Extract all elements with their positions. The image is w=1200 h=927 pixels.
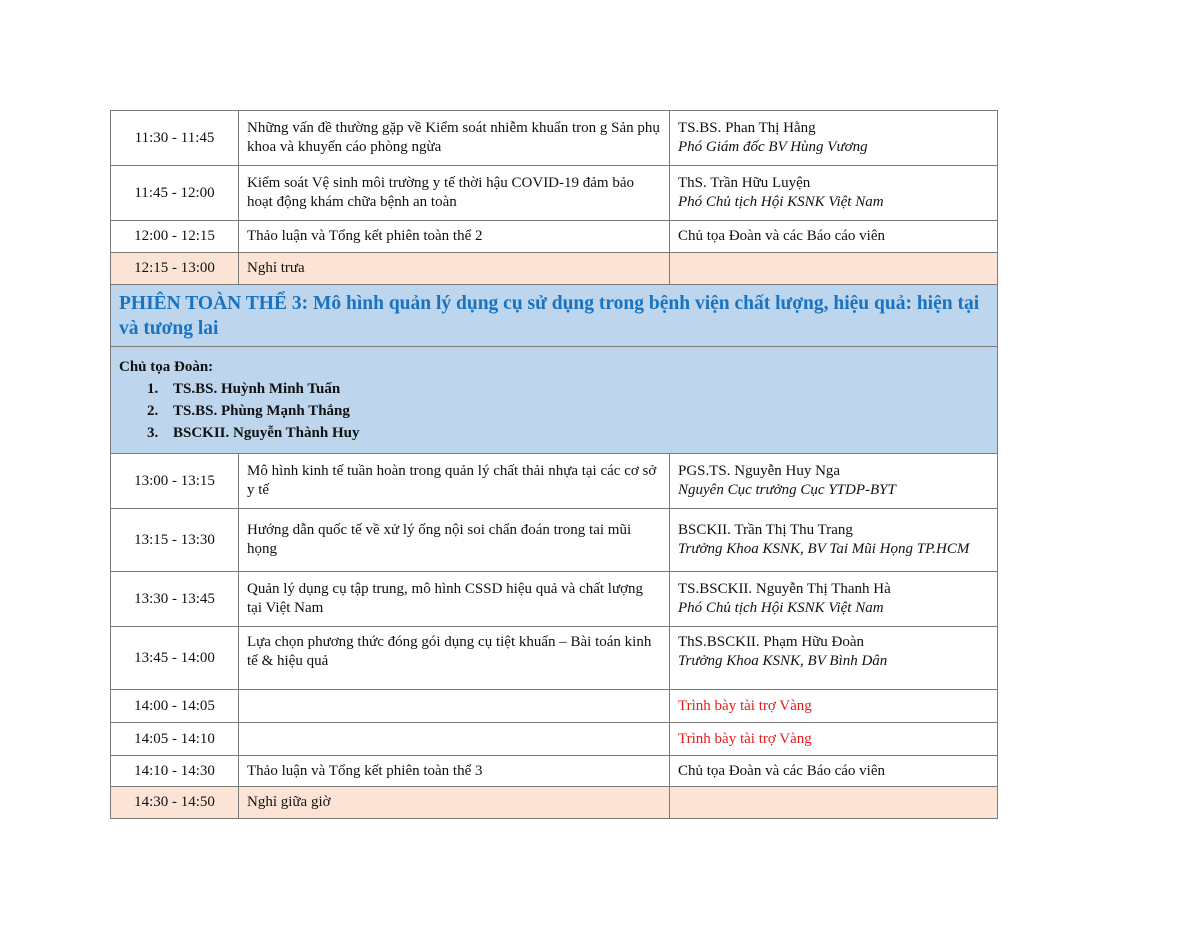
table-row <box>111 723 998 756</box>
agenda-table <box>110 110 998 819</box>
speaker-name: PGS.TS. Nguyễn Huy Nga <box>678 463 841 479</box>
topic-cell: Thảo luận và Tổng kết phiên toàn thể 3 <box>239 756 670 787</box>
speaker-role: Phó Giám đốc BV Hùng Vương <box>678 139 868 155</box>
table-row <box>111 756 998 787</box>
topic-cell: Nghỉ trưa <box>239 253 670 285</box>
time-cell: 11:45 - 12:00 <box>111 166 239 221</box>
topic-cell <box>239 723 670 756</box>
speaker-name: TS.BS. Phan Thị Hằng <box>678 120 816 136</box>
chair-name: TS.BS. Phùng Mạnh Thắng <box>173 403 350 419</box>
sponsor-cell: Trình bày tài trợ Vàng <box>670 723 998 756</box>
topic-cell <box>239 690 670 723</box>
topic-cell: Lựa chọn phương thức đóng gói dụng cụ tiệt khuẩn – Bài toán kinh tế & hiệu quả <box>239 627 670 690</box>
time-cell: 12:15 - 13:00 <box>111 253 239 285</box>
chairs-list <box>119 378 989 444</box>
speaker-name: TS.BSCKII. Nguyễn Thị Thanh Hà <box>678 581 891 597</box>
chair-number: 1. <box>147 381 159 397</box>
time-cell: 12:00 - 12:15 <box>111 221 239 253</box>
chair-number: 3. <box>147 425 159 441</box>
table-row <box>111 454 998 509</box>
speaker-name: BSCKII. Trần Thị Thu Trang <box>678 522 853 538</box>
time-cell: 13:30 - 13:45 <box>111 572 239 627</box>
time-cell: 14:30 - 14:50 <box>111 787 239 819</box>
chair-name: BSCKII. Nguyễn Thành Huy <box>173 425 360 441</box>
speaker-cell <box>670 454 998 509</box>
speaker-cell <box>670 221 998 253</box>
chair-number: 2. <box>147 403 159 419</box>
topic-cell: Nghỉ giữa giờ <box>239 787 670 819</box>
empty-cell <box>670 253 998 285</box>
time-cell: 14:10 - 14:30 <box>111 756 239 787</box>
topic-cell: Mô hình kinh tế tuần hoàn trong quản lý chất thải nhựa tại các cơ sở y tế <box>239 454 670 509</box>
speaker-cell <box>670 572 998 627</box>
speaker-name: ThS.BSCKII. Phạm Hữu Đoàn <box>678 634 865 650</box>
session-header-row <box>111 285 998 347</box>
break-row <box>111 787 998 819</box>
speaker-cell <box>670 627 998 690</box>
list-item <box>119 422 989 444</box>
sponsor-cell: Trình bày tài trợ Vàng <box>670 690 998 723</box>
chairs-row <box>111 347 998 454</box>
speaker-cell <box>670 166 998 221</box>
time-cell: 13:45 - 14:00 <box>111 627 239 690</box>
session-title: PHIÊN TOÀN THỂ 3: Mô hình quản lý dụng cụ sử dụng trong bệnh viện chất lượng, hiệu quả: hiện tại và tương lai <box>111 285 998 347</box>
table-row <box>111 627 998 690</box>
speaker-role: Nguyên Cục trưởng Cục YTDP-BYT <box>678 482 896 498</box>
time-cell: 14:05 - 14:10 <box>111 723 239 756</box>
list-item <box>119 378 989 400</box>
table-row <box>111 509 998 572</box>
speaker-cell: Chủ tọa Đoàn và các Báo cáo viên <box>670 756 998 787</box>
speaker-role: Trưởng Khoa KSNK, BV Tai Mũi Họng TP.HCM <box>678 541 970 557</box>
time-cell: 13:00 - 13:15 <box>111 454 239 509</box>
speaker-cell <box>670 509 998 572</box>
list-item <box>119 400 989 422</box>
speaker-role: Trưởng Khoa KSNK, BV Bình Dân <box>678 653 888 669</box>
table-row <box>111 221 998 253</box>
chair-name: TS.BS. Huỳnh Minh Tuấn <box>173 381 341 397</box>
chairs-cell <box>111 347 998 454</box>
speaker-role: Phó Chủ tịch Hội KSNK Việt Nam <box>678 194 884 210</box>
empty-cell <box>670 787 998 819</box>
time-cell: 11:30 - 11:45 <box>111 111 239 166</box>
speaker-cell <box>670 111 998 166</box>
topic-cell: Hướng dẫn quốc tế về xử lý ống nội soi chẩn đoán trong tai mũi họng <box>239 509 670 572</box>
topic-cell: Quản lý dụng cụ tập trung, mô hình CSSD hiệu quả và chất lượng tại Việt Nam <box>239 572 670 627</box>
table-row <box>111 572 998 627</box>
table-row <box>111 166 998 221</box>
topic-cell: Thảo luận và Tổng kết phiên toàn thể 2 <box>239 221 670 253</box>
table-row <box>111 111 998 166</box>
chairs-label: Chủ tọa Đoàn: <box>119 359 214 375</box>
speaker-name: Chủ tọa Đoàn và các Báo cáo viên <box>678 228 886 244</box>
speaker-role: Phó Chủ tịch Hội KSNK Việt Nam <box>678 600 884 616</box>
time-cell: 13:15 - 13:30 <box>111 509 239 572</box>
table-row <box>111 690 998 723</box>
break-row <box>111 253 998 285</box>
topic-cell: Kiểm soát Vệ sinh môi trường y tế thời hậu COVID-19 đảm bảo hoạt động khám chữa bệnh an toàn <box>239 166 670 221</box>
topic-cell: Những vấn đề thường gặp về Kiểm soát nhiễm khuẩn tron g Sản phụ khoa và khuyến cáo phòng ngừa <box>239 111 670 166</box>
speaker-name: ThS. Trần Hữu Luyện <box>678 175 811 191</box>
time-cell: 14:00 - 14:05 <box>111 690 239 723</box>
